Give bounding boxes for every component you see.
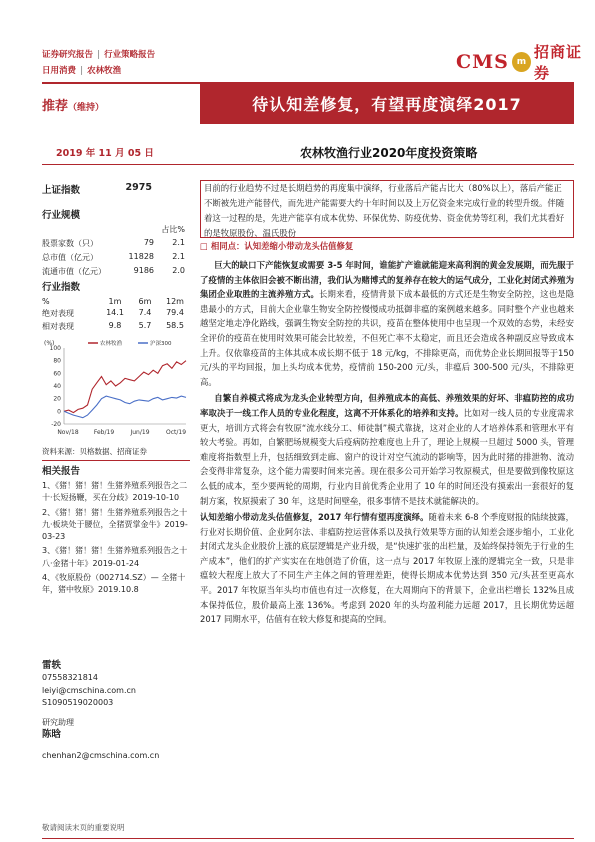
para2-lead: 自繁自养模式将成为龙头企业转型方向，但养殖成本的高低、养殖效果的好坏、非瘟防控的成功率取决于一线工作人员的专业化程度，这离不开体系化的培养和支持。 <box>200 393 574 418</box>
y-tick-label: 60 <box>53 370 61 378</box>
row-value: 9186 <box>133 266 154 275</box>
divider <box>42 164 574 165</box>
industry-index <box>42 279 190 332</box>
related-heading: 相关报告 <box>42 466 81 477</box>
performance-chart <box>42 338 190 440</box>
row-pct: 2.0 <box>172 266 185 275</box>
col-head: % <box>42 297 50 306</box>
summary-box: 目前的行业趋势不过是长期趋势的再度集中演绎，行业落后产能占比大（80%以上），落后产能正不断被先进产能替代，而先进产能需要大约十年时间以及上万亿资金来完成行业的转型升级。伴随着这一过程的是，先进产能享有成本优势、环保优势、防疫优势、资金优势等红利，我们尤其看好的是牧原股份、温氏股份 <box>200 180 574 238</box>
cms-logo <box>456 43 595 82</box>
para2-body: 比如对一线人员的专业度需求更大，培训方式将会有牧原“流水线分工、师徒制”模式靠拢，这对企业的人才培养体系和管理水平有较大考验。再如，自繁肥场规模变大后疫病防控难度也上升了，理论上规模一旦超过 5000 头，管理难度将指数型上升，包括细致到走廊、窗户的设计对空气流动的影响等，因为此时猪的排泄物、流动会变得非常复杂，这个能力需要时间来完善。现在很多公司开始学习牧原模式，但是要做到像牧原这么低的成本，至少要两轮的周期，行业内目前优秀企业用了 10 年的时间还没有摸索出一套很好的复制方案，牧原摸索了 30 年，这是时间壁垒，很多事情不是技术就能解决的。 <box>200 407 575 506</box>
rating-sub: （维持） <box>68 103 105 113</box>
industry-scale <box>42 207 190 277</box>
analyst-cert: S1090519020003 <box>42 697 114 707</box>
index-col-heads <box>42 297 190 306</box>
row-label: 股票家数（只） <box>42 239 98 248</box>
footer-note: 敬请阅读末页的重要说明 <box>42 823 125 832</box>
row-pct: 2.1 <box>172 252 185 261</box>
row-value: 7.4 <box>138 308 152 317</box>
related-list <box>42 480 190 597</box>
x-tick-label: Feb/19 <box>93 429 115 436</box>
col-head: 12m <box>166 297 184 306</box>
x-tick-label: Jun/19 <box>130 429 150 436</box>
legend-label: 农林牧渔 <box>100 341 123 347</box>
separator: | <box>80 66 84 76</box>
row-label: 总市值（亿元） <box>42 253 98 262</box>
assistant-role: 研究助理 <box>42 718 74 728</box>
report-type: 证券研究报告 <box>42 50 94 60</box>
industry-index-table <box>42 308 190 332</box>
paragraph-3 <box>200 510 574 627</box>
index-value: 2975 <box>125 182 152 193</box>
row-value: 11828 <box>128 252 154 261</box>
para3-body: 随着未来 6-8 个季度财报的陆续披露，行业对长期价值、企业阿尔法、非瘟防控运营体系以及执行效果等方面的认知差会逐步缩小，工业化封闭式龙头企业股价上涨的底层逻辑是产业升级，是“快速扩张的出栏量，及始终保持领先于行业的生产成本”，他们的扩产实实在在地创造了价值，这一点与 2017 年牧原上涨的逻辑完全一致，只是非瘟较大程度上放大了不同生产主体之间的管理差距，使得长期成本优势达到 350 元/头甚至更高水平。2017 年牧原当年头均市值也有过一次修复，在大周期向下的背景下，企业出栏增长 132%且成本保持低位，股价最高上涨 136%。考虑到 2020 年的头均盈利能力远超 2017，且长期优势远超 2017 同期水平，估值有在较大修复和提高的空间。 <box>200 512 574 625</box>
index-label: 上证指数 <box>42 185 81 196</box>
report-title: 待认知差修复，有望再度演绎2017 <box>200 82 574 124</box>
sub-sector: 农林牧渔 <box>87 66 122 76</box>
divider <box>42 460 190 461</box>
industry-index-heading: 行业指数 <box>42 282 81 293</box>
report-subtitle: 农林牧渔行业2020年度投资策略 <box>300 146 478 160</box>
row-value: 58.5 <box>166 321 184 330</box>
row-value: 79.4 <box>166 308 184 317</box>
row-value: 9.8 <box>108 321 122 330</box>
col-head: 6m <box>138 297 152 306</box>
row-label: 绝对表现 <box>42 309 74 318</box>
row-pct: 2.1 <box>172 238 185 247</box>
industry-scale-heading: 行业规模 <box>42 210 81 221</box>
index-row <box>42 182 190 196</box>
row-value: 5.7 <box>138 321 152 330</box>
legend-label: 沪深300 <box>150 341 172 347</box>
table-row <box>42 252 190 263</box>
logo-mark-letter: m <box>516 57 527 67</box>
row-value: 79 <box>143 238 154 247</box>
para1-lead: 巨大的缺口下产能恢复或需要 3-5 年时间，谁能扩产谁就能迎来高利润的黄金发展期，而先服于了疫情的主体依旧会被不断出清，我们认为赌博式的复养存在较大的运气成分，工业化封闭式养殖为集团企业取胜的主流养殖方式。 <box>200 260 574 300</box>
assistant-email[interactable]: chenhan2@cmschina.com.cn <box>42 750 160 760</box>
table-row <box>42 321 190 332</box>
paragraph-2 <box>200 391 574 508</box>
separator: | <box>97 50 101 60</box>
logo-cms-text: CMS <box>456 51 509 73</box>
pct-col-head: 占比% <box>161 225 185 234</box>
y-tick-label: 100 <box>49 345 61 352</box>
y-axis-label: (%) <box>44 340 55 347</box>
related-item[interactable]: 2、《猪！猪！猪！生猪养殖系列报告之十九·板块处于腰位，全猪贾掌金牛》2019-03-23 <box>42 507 188 542</box>
logo-cn-text: 招商证券 <box>533 43 582 82</box>
related-reports <box>42 463 190 597</box>
body-text <box>200 258 574 627</box>
report-subtype: 行业策略报告 <box>104 50 156 60</box>
logo-mark-icon <box>512 52 531 72</box>
y-tick-label: 80 <box>53 357 61 365</box>
row-label: 流通市值（亿元） <box>42 267 106 276</box>
footer-rule <box>42 838 574 839</box>
analyst-block <box>42 660 190 762</box>
sector: 日用消费 <box>42 66 77 76</box>
row-label: 相对表现 <box>42 322 74 331</box>
header-line-2 <box>42 64 121 76</box>
para3-lead: 认知差缩小带动龙头估值修复，2017 年行情有望再度演绎。 <box>200 512 429 523</box>
related-item[interactable]: 4、《牧原股份（002714.SZ）— 全猪十年，猪中牧原》2019.10.8 <box>42 573 186 595</box>
x-tick-label: Nov/18 <box>57 429 79 436</box>
table-row <box>42 266 190 277</box>
series-line-agri <box>64 361 186 413</box>
header-line-1 <box>42 48 155 60</box>
table-row <box>42 238 190 249</box>
y-tick-label: -20 <box>51 421 61 428</box>
col-head: 1m <box>108 297 122 306</box>
section-heading: □ 相同点：认知差缩小带动龙头估值修复 <box>200 241 354 251</box>
related-item[interactable]: 3、《猪！猪！猪！生猪养殖系列报告之十八·金猪十年》2019-01-24 <box>42 546 188 568</box>
industry-scale-table <box>42 238 190 277</box>
source-note: 资料来源：贝格数据、招商证券 <box>42 447 147 456</box>
row-value: 14.1 <box>106 308 124 317</box>
report-date: 2019 年 11 月 05 日 <box>56 148 154 159</box>
table-row <box>42 308 190 319</box>
rating <box>42 95 104 114</box>
y-tick-label: 20 <box>53 395 61 403</box>
y-tick-label: 40 <box>53 383 61 390</box>
y-tick-label: 0 <box>57 408 61 416</box>
para1-body: 长期来看，疫情背景下成本最低的方式还是生物安全防控，这也是隐患最小的方式，目前大企业靠生物安全防控慢慢成功抵御非瘟的案例越来越多。同时整个产业也越来越坚定地走净化路线，强调生物安全防控的共识，疫苗在整体使用中也呈现一个双效的态势，未经安全评价的疫苗在使用时效果可能会比较差，不但死亡率不太稳定，而且还会造成各种副反应导致成本上升。仅依靠疫苗的主体其成本成长期不低于 18 元/kg，不排除更高，而优势企业长期回报等于150 元/头的平均回报，加上头均成本优势，疫情前 150-200 元/头，非瘟后 300-500 元/头，不排除更高。 <box>200 289 575 387</box>
assistant-name: 陈晗 <box>42 729 62 741</box>
paragraph-1 <box>200 258 574 389</box>
series-line-csi300 <box>64 396 186 418</box>
analyst-phone: 07558321814 <box>42 673 98 683</box>
x-tick-label: Oct/19 <box>165 429 187 436</box>
rating-label: 推荐 <box>42 99 69 114</box>
analyst-email[interactable]: leiyi@cmschina.com.cn <box>42 685 136 695</box>
related-item[interactable]: 1、《猪！猪！猪！生猪养殖系列报告之二十·长短扬鞭，买在分歧》2019-10-10 <box>42 481 188 503</box>
analyst-name: 雷轶 <box>42 660 62 671</box>
